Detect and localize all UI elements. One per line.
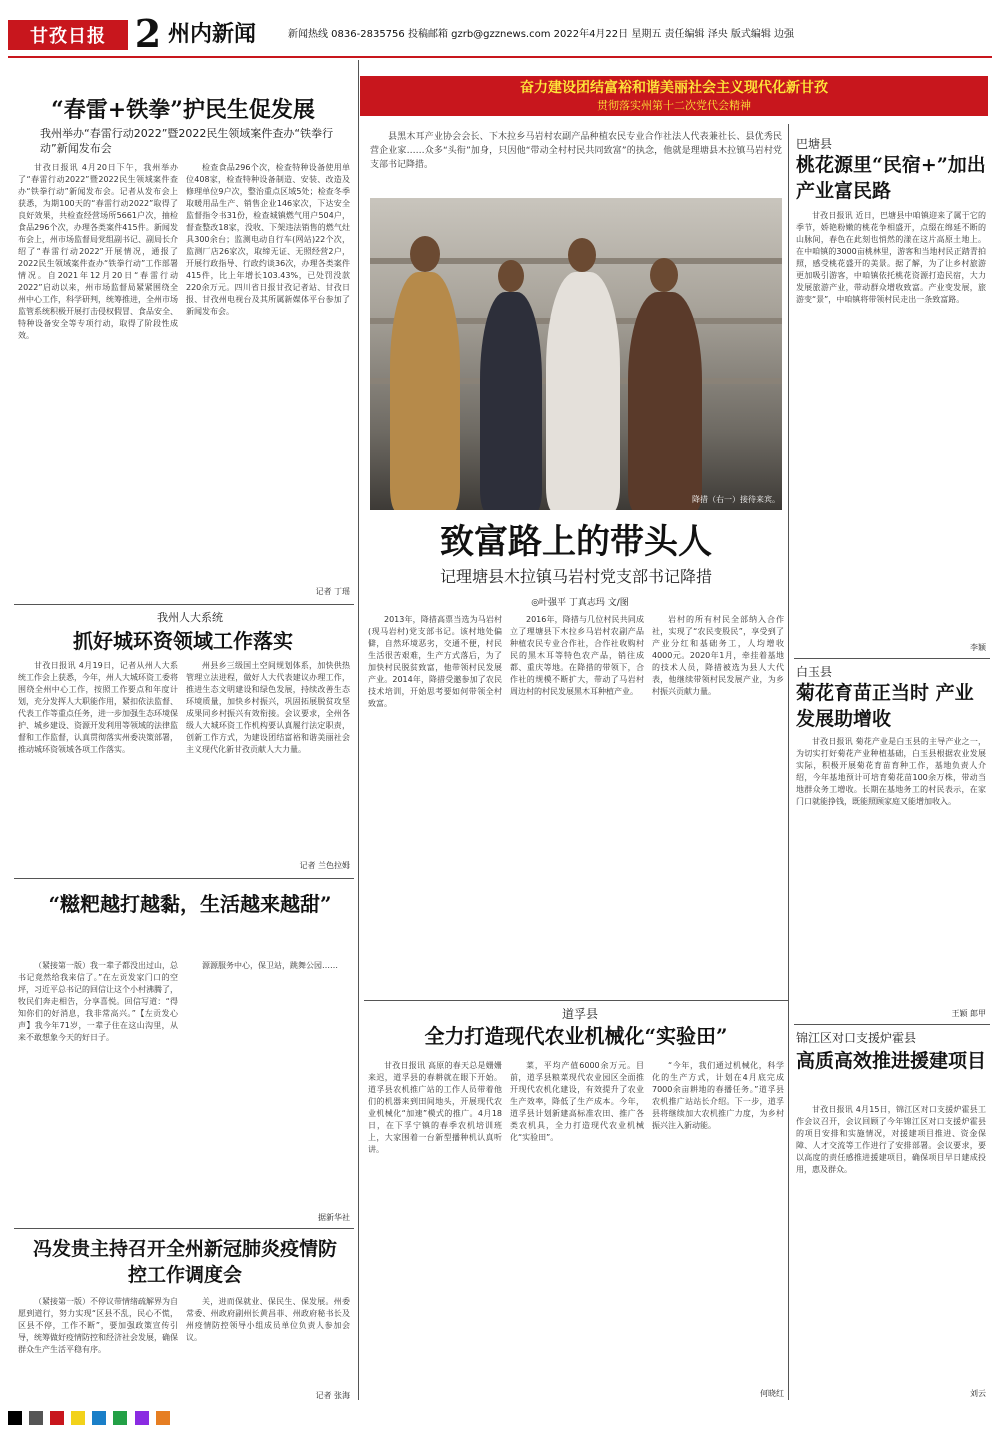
article-renda-col1 — [18, 660, 178, 870]
color-block — [113, 1411, 127, 1425]
article-baiyu-body — [796, 736, 986, 1006]
article-chunlei-col2 — [186, 162, 350, 582]
column-divider — [788, 124, 789, 1400]
paragraph: 州县乡三级国土空间规划体系，加快供热管理立法进程，做好人大代表建议办理工作，推进生态文明建设和绿色发展，持续改善生态环境质量，加快乡村振兴，巩固拓展脱贫攻坚成果同乡村振兴有效衔接。会议要求，全州各级人大城环资工作机构要认真履行法定职责，创新工作方式，为建设团结富裕和谐美丽社会主义现代化新甘孜贡献人大力量。 — [186, 661, 350, 754]
article-jinjiang-kicker: 锦江区对口支援炉霍县 — [796, 1031, 917, 1045]
person-head — [568, 238, 596, 272]
person-figure — [390, 272, 460, 510]
person-figure — [628, 292, 702, 510]
article-jinjiang-title: 高质高效推进援建项目 — [796, 1050, 987, 1072]
color-block — [8, 1411, 22, 1425]
person-figure — [546, 272, 620, 510]
paragraph: 甘孜日报讯 近日，巴塘县中咱镇迎来了属于它的季节，娇艳粉嫩的桃花争相盛开，点缀在绵延不断的山脉间，春色在此刻也悄然的漾在这片高原土地上。在中咱镇的3000亩桃林里，游客和当地村民正踏青拍照，感受桃花盛开的美景。据了解，为了让乡村旅游更加吸引游客，中咱镇依托桃花资源打造民宿，大力发展旅游产业，带动群众增收致富。产业变发展，旅游变“景”，中咱镇将带领村民走出一条致富路。 — [796, 211, 986, 304]
article-daofu-col1 — [368, 1060, 502, 1390]
article-daofu-kicker: 道孚县 — [561, 1007, 598, 1021]
article-jiangcuo-byline: ◎叶强平 丁真志玛 文/图 — [531, 598, 629, 608]
paragraph: 菜，平均产值6000余万元。目前，道孚县粮菜现代农业园区全面推开现代农机化建设，有效提升了农业生产效率，降低了生产成本。今年，道孚县计划新建高标准农田、推广各类农机具，全力打造现代农业机械化“实验田”。 — [510, 1061, 644, 1142]
divider — [794, 1024, 990, 1025]
paragraph: （紧接第一版）我一辈子都没出过山，总书记竟然给我来信了。”在左贡发家门口的空坪，习近平总书记的回信让这个小村沸腾了，牧民们奔走相告，分享喜悦。回信写道：“得知你们的好消息，我非常高兴。”【左贡发心声】我今年71岁，一辈子住在这山沟里，从来不敢想象今天的好日子。 — [18, 961, 178, 1042]
color-block — [92, 1411, 106, 1425]
article-chunlei-title: “春雷+铁拳”护民生促发展 — [51, 97, 315, 123]
photo-caption: 降措（右一）接待来宾。 — [692, 495, 780, 504]
article-zhanzhan-col2 — [186, 960, 350, 1210]
article-jiangcuo-col2 — [510, 614, 644, 934]
person-head — [650, 258, 678, 292]
divider — [364, 1000, 788, 1001]
paragraph: 甘孜日报讯 菊花产业是白玉县的主导产业之一，为切实打好菊花产业种植基础，白玉县根据农业发展实际，积极开展菊花育苗育种工作，基地负责人介绍，今年基地预计可培育菊花苗100余万株，带动当地群众务工增收。长期在基地务工的村民表示，在家门口就能挣钱，既能照顾家庭又能增加收入。 — [796, 737, 986, 806]
article-daofu-col3 — [652, 1060, 784, 1380]
divider — [794, 658, 990, 659]
article-renda-byline: 记者 兰色拉姆 — [299, 861, 350, 870]
paragraph: 县黑木耳产业协会会长、下木拉乡马岩村农副产品种植农民专业合作社法人代表兼社长、县优秀民营企业家……众多“头衔”加身，只因他“带动全村村民共同致富”的执念，他就是理塘县木拉镇马岩村党支部书记降措。 — [370, 132, 782, 170]
paragraph: 关，进而保就业、保民生、保发展。州委常委、州政府副州长黄昌菲、州政府秘书长及州疫情防控领导小组成员单位负责人参加会议。 — [186, 1297, 350, 1342]
color-block — [71, 1411, 85, 1425]
banner-line1: 奋力建设团结富裕和谐美丽社会主义现代化新甘孜 — [520, 80, 828, 96]
article-renda-title: 抓好城环资领域工作落实 — [73, 629, 293, 653]
article-zhanzhan-title: “糍粑越打越黏，生活越来越甜” — [48, 892, 332, 916]
divider — [14, 1228, 354, 1229]
color-block — [156, 1411, 170, 1425]
article-jinjiang-body — [796, 1104, 986, 1386]
article-fengfu-byline: 记者 张海 — [315, 1391, 350, 1400]
paragraph: 甘孜日报讯 4月19日，记者从州人大系统工作会上获悉，今年，州人大城环资工委将围绕全州中心工作，按照工作要点和年度计划，充分发挥人大职能作用，紧扣依法监督、代表工作等重点任务，进一步加强生态环境保护、城乡建设、资源开发利用等领域的法律监督和工作监督，认真贯彻落实州委决策部署，推动城环资领域各项工作落实。 — [18, 661, 178, 754]
article-fengfu-col1 — [18, 1296, 178, 1400]
paragraph: 2016年，降措与几位村民共同成立了理塘县下木拉乡马岩村农副产品种植农民专业合作社，合作社收购村民的黑木耳等特色农产品，销往成都、重庆等地。在降措的带领下，合作社的规模不断扩大，带动了马岩村周边村的村民发展黑木耳种植产业。 — [510, 615, 644, 696]
article-daofu-col2 — [510, 1060, 644, 1390]
person-head — [498, 260, 524, 292]
article-jiangcuo-col3 — [652, 614, 784, 934]
article-zhanzhan-byline: 据新华社 — [318, 1213, 350, 1222]
news-photo — [370, 198, 782, 510]
person-head — [410, 236, 440, 272]
article-batang-body — [796, 210, 986, 640]
article-jiangcuo-title: 致富路上的带头人 — [440, 522, 712, 562]
article-renda-col2 — [186, 660, 350, 860]
paragraph: “今年，我们通过机械化，科学化的生产方式，计划在4月底完成7000余亩耕地的春播任务。”道孚县农机推广站站长介绍。下一步，道孚县将继续加大农机推广力度，为乡村振兴注入新动能。 — [652, 1061, 784, 1130]
article-fengfu-col2 — [186, 1296, 350, 1388]
article-chunlei-byline: 记者 丁瑶 — [315, 587, 350, 596]
color-block — [135, 1411, 149, 1425]
color-strip — [8, 1410, 992, 1424]
masthead — [8, 11, 992, 56]
paragraph: 甘孜日报讯 4月15日，锦江区对口支援炉霍县工作会议召开，会议回顾了今年锦江区对口支援炉霍县的项目安排和实施情况，对援建项目推进、资金保障、人才交流等工作进行了安排部署。会议要求，要以高度的责任感推进援建项目，确保项目早日建成投用，惠及群众。 — [796, 1105, 986, 1174]
divider — [14, 604, 354, 605]
article-baiyu-title: 菊花育苗正当时 产业发展助增收 — [796, 682, 974, 730]
section-name: 州内新闻 — [168, 21, 257, 47]
article-chunlei-subtitle: 我州举办“春雷行动2022”暨2022民生领域案件查办“铁拳行动”新闻发布会 — [40, 127, 334, 155]
article-fengfu-title: 冯发贵主持召开全州新冠肺炎疫情防控工作调度会 — [32, 1238, 337, 1286]
paragraph: 甘孜日报讯 高原的春天总是姗姗来迟，道孚县的春耕就在眼下开始。道孚县农机推广站的工作人员带着他们的机器来到田间地头，开展现代农业机械化“加速”模式的推广。4月18日，在下孚宁镇的春季农机培训班上，大家围着一台新型播种机认真听讲。 — [368, 1061, 502, 1154]
masthead-info: 新闻热线 0836-2835756 投稿邮箱 gzrb@gzznews.com 2022年4月22日 星期五 责任编辑 泽央 版式编辑 边强 — [288, 29, 795, 40]
article-chunlei-col1 — [18, 162, 178, 602]
paragraph: 源源服务中心，保卫站，跳舞公园…… — [202, 961, 338, 970]
column-divider — [358, 60, 359, 1400]
article-jiangcuo-subtitle: 记理塘县木拉镇马岩村党支部书记降措 — [439, 567, 712, 586]
article-daofu-byline: 何晓红 — [760, 1389, 784, 1398]
color-block — [29, 1411, 43, 1425]
article-batang-title: 桃花源里“民宿+”加出产业富民路 — [796, 154, 986, 202]
person-figure — [480, 292, 542, 510]
color-block — [50, 1411, 64, 1425]
masthead-rule — [8, 56, 992, 58]
paragraph: （紧接第一版）不停议带情绪疏解界为自愿到道行，努力实现“区县不乱，民心不慌，区县不停，工作不断”，要加强政策宣传引导，统筹做好疫情防控和经济社会发展，确保群众生产生活平稳有序。 — [18, 1297, 178, 1354]
paragraph: 岩村的所有村民全部纳入合作社，实现了“农民变股民”，享受到了产业分红和基础务工，人均增收4000元。2020年1月，牵挂着基地的技术人员，降措被选为县人大代表，他继续带领村民发展产业，为乡村振兴贡献力量。 — [652, 615, 784, 696]
article-batang-byline: 李颖 — [970, 643, 986, 652]
article-baiyu-byline: 王颖 郎甲 — [951, 1009, 986, 1018]
article-batang-kicker: 巴塘县 — [796, 137, 833, 151]
theme-banner — [360, 76, 988, 116]
paragraph: 甘孜日报讯 4月20日下午，我州举办了“春雷行动2022”暨2022民生领域案件查办“铁拳行动”新闻发布会。记者从发布会上获悉，为期100天的“春雷行动2022”取得了良好效果，共检查经营场所5661户次，抽检食品296个次，办理各类案件415件。新闻发布会上，州市场监督局党组副书记、副局长介绍了“春雷行动2022”开展情况，通报了2022民生领域案件查办“铁拳行动”工作部署情况。自2021年12月20日“春雷行动2022”启动以来，州市场监督局紧紧围绕全州中心工作，科学研判，统筹推进，全州市场监管系统积极开展打击侵权假冒、食品安全、特种设备安全等专项行动，取得了阶段性成效。 — [18, 163, 178, 340]
divider — [14, 878, 354, 879]
banner-line2: 贯彻落实州第十二次党代会精神 — [597, 99, 751, 112]
photo-intro — [370, 130, 782, 190]
paragraph: 检查食品296个次，检查特种设备使用单位408家，检查特种设备制造、安装、改造及修理单位9户次，整治重点区域5处；检查冬季取暖用品生产、销售企业146家次，下达安全监督指令书31份，检查城镇燃气用户504户，督查整改18家，没收、下架违法销售的燃气灶具300余台；监测电动自行车(网站)22个次，监测厂店26家次，取缔无证、无照经营2户，开展行政指导、行政约谈36次，办理各类案件415件，比上年增长103.43%，已处罚没款220余万元。四川省日报甘孜记者站、甘孜日报、甘孜州电视台及其所属新媒体平台参加了新闻发布会。 — [186, 163, 350, 316]
article-jiangcuo-col1 — [368, 614, 502, 934]
newspaper-logo: 甘孜日报 — [8, 20, 128, 50]
paragraph: 2013年，降措高票当选为马岩村(现马岩村)党支部书记。该村地处偏僻，自然环境恶劣，交通不便，村民生活很苦艰难，生产方式落后，为了加快村民脱贫致富，他带领村民发展产业。2014年，降措受邀参加了农民技术培训，开始思考要如何带领全村致富。 — [368, 615, 502, 708]
article-baiyu-kicker: 白玉县 — [796, 665, 833, 679]
article-renda-kicker: 我州人大系统 — [157, 611, 223, 624]
page-number: 2 — [134, 11, 162, 56]
article-daofu-title: 全力打造现代农业机械化“实验田” — [424, 1024, 728, 1048]
article-jinjiang-byline: 刘云 — [970, 1389, 986, 1398]
article-zhanzhan-col1 — [18, 960, 178, 1220]
